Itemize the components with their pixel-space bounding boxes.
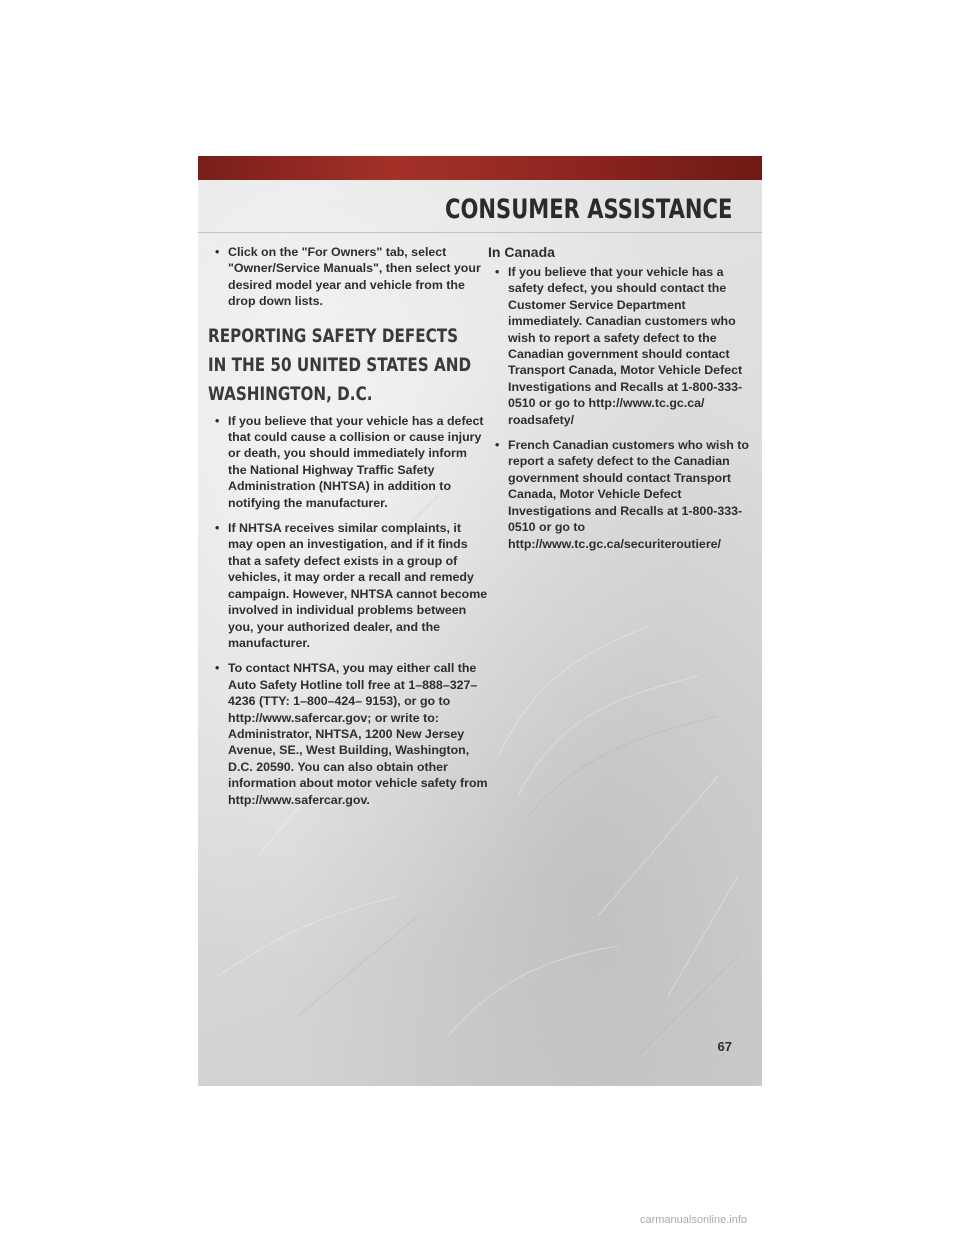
bullet-icon: •	[215, 245, 220, 259]
bullet-icon: •	[215, 521, 220, 536]
header-divider	[198, 232, 762, 233]
list-item: • If NHTSA receives similar complaints, it may open an investigation, and if it finds that a safety defect exists in a group of vehicles, it may order a recall and remedy campaign. However, NHTSA cannot become involved in individual problems between you, your authorized dealer, and the manufacturer.	[215, 521, 488, 650]
top-color-band	[198, 156, 762, 180]
left-column	[208, 244, 488, 817]
list-item: • If you believe that your vehicle has a safety defect, you should contact the Customer Service Department immediately. Canadian customers who wish to report a safety defect to the Canadian government should contact Transport Canada, Motor Vehicle Defect Investigations and Recalls at 1-800-333-0510 or go to http://www.tc.gc.ca/ roadsafety/	[495, 265, 743, 427]
canada-bullet-list	[488, 264, 762, 552]
list-item: • If you believe that your vehicle has a defect that could cause a collision or cause injury or death, you should immediately inform the National Highway Traffic Safety Administration (NHTSA) in addition to notifying the manufacturer.	[215, 413, 484, 510]
list-item: • Click on the "For Owners" tab, select "Owner/Service Manuals", then select your desired model year and vehicle from the drop down lists.	[215, 245, 481, 309]
bullet-icon: •	[215, 661, 220, 676]
bullet-icon: •	[495, 265, 500, 279]
canada-subheading: In Canada	[488, 244, 555, 260]
heading-line: IN THE 50 UNITED STATES AND	[208, 353, 472, 376]
defect-bullet-list	[208, 413, 488, 808]
heading-line: REPORTING SAFETY DEFECTS	[208, 324, 459, 347]
bullet-icon: •	[215, 413, 220, 428]
intro-bullet-list	[208, 244, 488, 310]
bullet-icon: •	[495, 438, 500, 453]
list-item: • To contact NHTSA, you may either call the Auto Safety Hotline toll free at 1–888–327–4236 (TTY: 1–800–424– 9153), or go to http://www.safercar.gov; or write to: Administrator, NHTSA, 1200 New Jersey Avenue, SE., West Building, Washington, D.C. 20590. You can also obtain other information about motor vehicle safety from http://www.safercar.gov.	[215, 661, 488, 807]
manual-page	[198, 156, 762, 1086]
section-header: CONSUMER ASSISTANCE	[444, 194, 732, 225]
heading-line: WASHINGTON, D.C.	[208, 382, 373, 405]
page-number: 67	[717, 1039, 732, 1054]
list-item: • French Canadian customers who wish to report a safety defect to the Canadian government should contact Transport Canada, Motor Vehicle Defect Investigations and Recalls at 1-800-333-0510 or go to http://www.tc.gc.ca/securiteroutiere/	[495, 438, 749, 551]
right-column	[488, 244, 762, 561]
site-watermark: carmanualsonline.info	[640, 1214, 748, 1226]
section-heading	[208, 322, 472, 409]
